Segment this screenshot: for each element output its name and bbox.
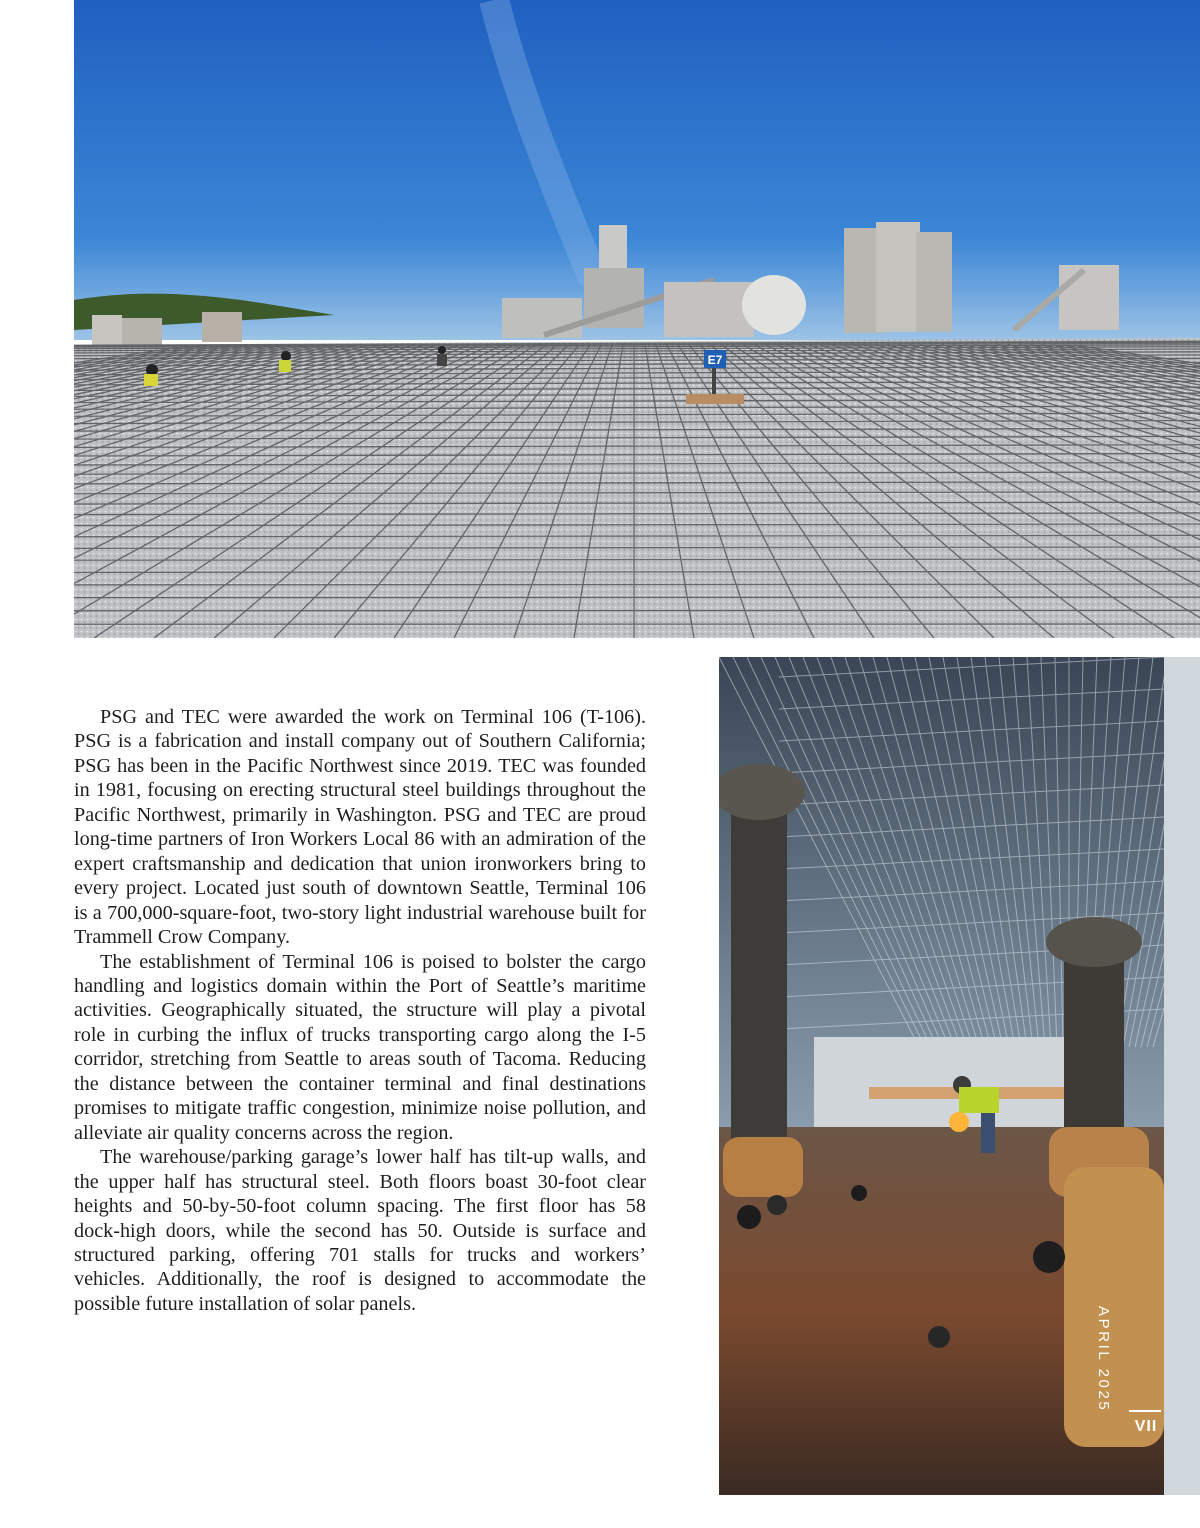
hero-photo [74, 0, 1200, 638]
folio-divider [1129, 1410, 1161, 1412]
grid-sign-label: E7 [707, 353, 723, 367]
folio-month: APRIL 2025 [1095, 1306, 1112, 1413]
article-paragraph-1: PSG and TEC were awarded the work on Terminal 106 (T-106). PSG is a fabrication and install company out of Southern California; PSG has been in the Pacific Northwest since 2019. TEC was founded in 1981, focusing on erecting structural steel buildings throughout the Pacific Northwest, primarily in Washington. PSG and TEC are proud long-time partners of Iron Workers Local 86 with an admiration of the expert craftsmanship and dedication that union ironworkers bring to every project. Located just south of downtown Seattle, Terminal 106 is a 700,000-square-foot, two-story light industrial warehouse built for Trammell Crow Company. [74, 706, 646, 949]
article-body [74, 705, 646, 1316]
page-edge-strip [1164, 657, 1200, 1495]
article-paragraph-2: The establishment of Terminal 106 is poised to bolster the cargo handling and logistics domain within the Port of Seattle’s maritime activities. Geographically situated, the structure will play a pivotal role in curbing the influx of trucks transporting cargo along the I-5 corridor, stretching from Seattle to areas south of Tacoma. Reducing the distance between the container terminal and final destinations promises to mitigate traffic congestion, minimize noise pollution, and alleviate air quality concerns across the region. [74, 950, 646, 1144]
page-number: VII [1134, 1418, 1158, 1435]
article-paragraph-3: The warehouse/parking garage’s lower half has tilt-up walls, and the upper half has structural steel. Both floors boast 30-foot clear heights and 50-by-50-foot column spacing. The first floor has 58 dock-high doors, while the second has 50. Outside is surface and structured parking, offering 701 stalls for trucks and workers’ vehicles. Additionally, the roof is designed to accommodate the possible future installation of solar panels. [74, 1146, 646, 1315]
